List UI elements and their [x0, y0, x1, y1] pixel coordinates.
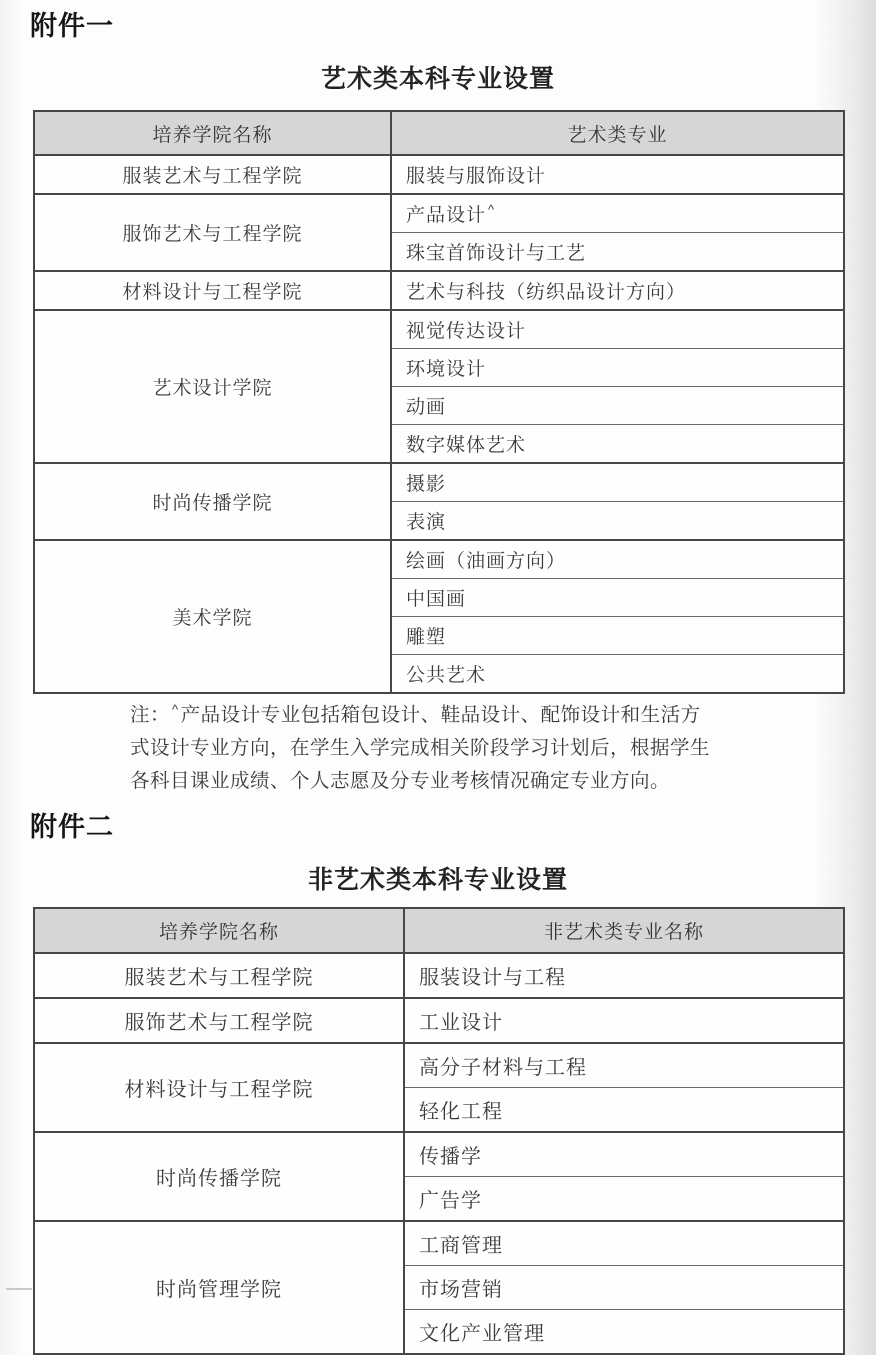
non-art-table-college-cell: 服装艺术与工程学院 [34, 953, 404, 998]
art-table-major-cell: 雕塑 [391, 617, 844, 655]
non-art-table-major-cell: 高分子材料与工程 [404, 1043, 844, 1088]
art-table-major-cell: 艺术与科技（纺织品设计方向） [391, 271, 844, 310]
spacer [0, 895, 876, 907]
art-table-major-cell: 中国画 [391, 579, 844, 617]
non-art-table-college-column-header: 培养学院名称 [34, 908, 404, 953]
non-art-table-row [34, 953, 844, 998]
art-table-row [34, 194, 844, 233]
attachment2-label: 附件二 [30, 812, 114, 842]
non-art-table-major-cell: 服装设计与工程 [404, 953, 844, 998]
non-art-table-college-cell: 服饰艺术与工程学院 [34, 998, 404, 1043]
art-table-row [34, 540, 844, 579]
art-table-major-cell: 绘画（油画方向） [391, 540, 844, 579]
footnote-marker-caret: ^ [488, 201, 496, 217]
art-table-major-cell: 视觉传达设计 [391, 310, 844, 349]
non-art-majors-table [33, 907, 845, 1355]
footnote-line: 式设计专业方向，在学生入学完成相关阶段学习计划后，根据学生 [130, 737, 711, 759]
art-table-college-cell: 材料设计与工程学院 [34, 271, 391, 310]
non-art-table-college-cell: 时尚传播学院 [34, 1132, 404, 1221]
non-art-table-major-cell: 市场营销 [404, 1266, 844, 1310]
footnote-line: 各科目课业成绩、个人志愿及分专业考核情况确定专业方向。 [130, 770, 671, 792]
art-table-college-cell: 时尚传播学院 [34, 463, 391, 540]
non-art-table-major-column-header: 非艺术类专业名称 [404, 908, 844, 953]
non-art-table-row [34, 998, 844, 1043]
non-art-table-college-cell: 材料设计与工程学院 [34, 1043, 404, 1132]
art-table-title: 艺术类本科专业设置 [320, 65, 555, 93]
non-art-table-row [34, 1043, 844, 1088]
art-table-row [34, 155, 844, 194]
art-table-major-cell: 产品设计 ^ [391, 194, 844, 233]
non-art-table-major-cell: 轻化工程 [404, 1088, 844, 1133]
art-table-major-cell: 珠宝首饰设计与工艺 [391, 233, 844, 272]
non-art-table-row [34, 1221, 844, 1266]
non-art-table-row [34, 1132, 844, 1177]
non-art-table-major-cell: 工业设计 [404, 998, 844, 1043]
document-page [0, 10, 876, 1345]
footnote-marker-caret: ^ [172, 701, 179, 717]
attachment1-label: 附件一 [30, 11, 114, 41]
art-table-college-cell: 服饰艺术与工程学院 [34, 194, 391, 271]
art-table-header-row [34, 111, 844, 155]
non-art-table-header-row [34, 908, 844, 953]
scan-artifact-line [6, 1288, 32, 1290]
spacer [0, 94, 876, 110]
art-table-college-cell: 艺术设计学院 [34, 310, 391, 463]
non-art-table-title: 非艺术类本科专业设置 [307, 866, 568, 894]
art-table-major-cell: 公共艺术 [391, 655, 844, 694]
footnote-line: 注： ^ 产品设计专业包括箱包设计、鞋品设计、配饰设计和生活方 [130, 701, 701, 726]
art-table-row [34, 463, 844, 502]
art-table-college-cell: 服装艺术与工程学院 [34, 155, 391, 194]
art-table-major-column-header: 艺术类专业 [391, 111, 844, 155]
non-art-table-major-cell: 传播学 [404, 1132, 844, 1177]
art-table-college-cell: 美术学院 [34, 540, 391, 693]
art-table-row [34, 271, 844, 310]
non-art-table-major-cell: 工商管理 [404, 1221, 844, 1266]
art-table-footnote [130, 699, 745, 798]
non-art-table-major-cell: 广告学 [404, 1177, 844, 1222]
art-table-row [34, 310, 844, 349]
art-table-college-column-header: 培养学院名称 [34, 111, 391, 155]
non-art-table-major-cell: 文化产业管理 [404, 1310, 844, 1355]
art-table-major-cell: 服装与服饰设计 [391, 155, 844, 194]
non-art-table-college-cell: 时尚管理学院 [34, 1221, 404, 1354]
art-table-major-cell: 环境设计 [391, 349, 844, 387]
art-table-major-cell: 数字媒体艺术 [391, 425, 844, 464]
art-table-major-cell: 摄影 [391, 463, 844, 502]
art-table-major-cell: 动画 [391, 387, 844, 425]
art-table-major-cell: 表演 [391, 502, 844, 541]
art-majors-table [33, 110, 845, 694]
